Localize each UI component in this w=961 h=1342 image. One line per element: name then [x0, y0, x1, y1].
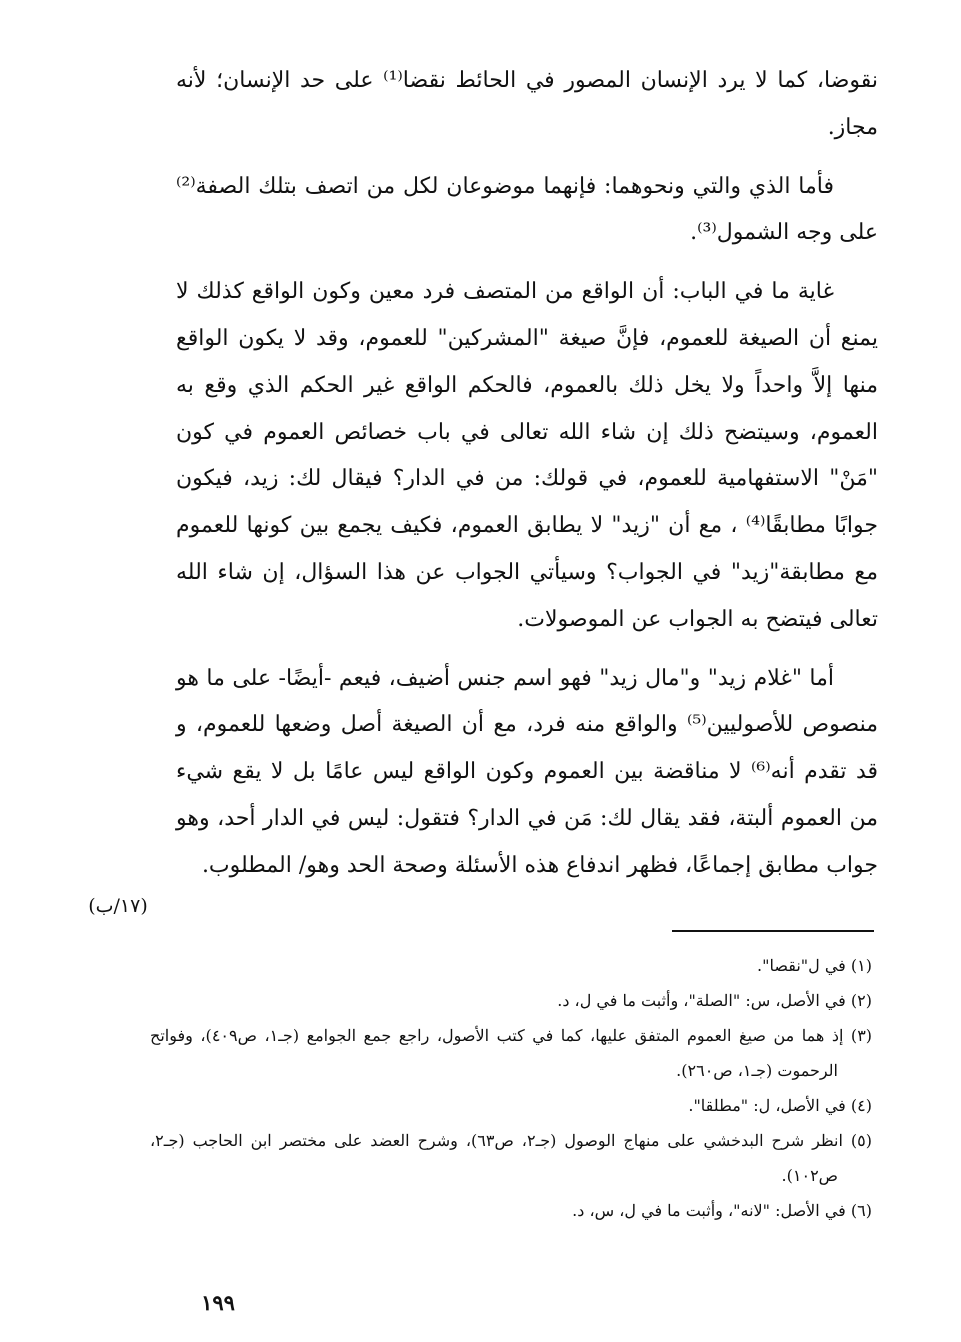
paragraph-1: نقوضا، كما لا يرد الإنسان المصور في الحائط نقضا⁽¹⁾ على حد الإنسان؛ لأنه مجاز.: [176, 68, 878, 140]
footnote-4: (٤) في الأصل، ل: "مطلقا".: [688, 1096, 872, 1115]
footnotes: [150, 948, 872, 1228]
footnote-3: (٣) إذ هما من صيغ العموم المتفق عليها، كما في كتب الأصول، راجع جمع الجوامع (جـ١، ص٤٠٩)، وفواتح الرحموت (جـ١، ص٢٦٠).: [150, 1026, 873, 1080]
paragraph-4: أما "غلام زيد" و"مال زيد" فهو اسم جنس أضيف، فيعم -أيضًا- على ما هو منصوص للأصوليين⁽⁵⁾ والواقع منه فرد، مع أن الصيغة أصل وضعها للعموم، و قد تقدم أنه⁽⁶⁾ لا مناقضة بين العموم وكون الواقع ليس عامًا بل لا يقع شيء من العموم ألبتة، فقد يقال لك: مَن في الدار؟ فتقول: ليس في الدار أحد، وهو جواب مطابق إجماعًا، فظهر اندفاع هذه الأسئلة وصحة الحد وهو/ المطلوب.: [176, 665, 879, 878]
main-text: [176, 58, 878, 890]
paragraph-2: فأما الذي والتي ونحوهما: فإنهما موضوعان لكل من اتصف بتلك الصفة⁽²⁾ على وجه الشمول⁽³⁾.: [176, 173, 878, 246]
page-number: ١٩٩: [201, 1290, 235, 1315]
footnote-divider: [672, 930, 874, 932]
footnote-2: (٢) في الأصل، س: "الصلة"، وأثبت ما في ل، د.: [557, 991, 872, 1010]
paragraph-3: غاية ما في الباب: أن الواقع من المتصف فرد معين وكون الواقع كذلك لا يمنع أن الصيغة للعموم، فإنَّ صيغة "المشركين" للعموم، وقد لا يكون الواقع منها إلاَّ واحداً ولا يخل ذلك بالعموم، فالحكم الواقع غير الحكم الذي وقع به العموم، وسيتضح ذلك إن شاء الله تعالى في باب خصائص العموم في كون "مَنْ" الاستفهامية للعموم، في قولك: من في الدار؟ فيقال لك: زيد، فيكون جوابًا مطابقًا⁽⁴⁾ ، مع أن "زيد" لا يطابق العموم، فكيف يجمع بين كونها للعموم مع مطابقة"زيد" في الجواب؟ وسيأتي الجواب عن هذا السؤال، إن شاء الله تعالى فيتضح به الجواب عن الموصولات.: [176, 279, 878, 632]
footnote-6: (٦) في الأصل: "لانه"، وأثبت ما في ل، س، د.: [572, 1201, 872, 1220]
manuscript-folio-note: (١٧/ب): [88, 895, 148, 917]
footnote-1: (١) في ل"نقصا".: [757, 956, 872, 975]
footnote-5: (٥) انظر شرح البدخشي على منهاج الوصول (جـ٢، ص٦٣)، وشرح العضد على مختصر ابن الحاجب (جـ٢، ص١٠٢).: [150, 1131, 873, 1185]
